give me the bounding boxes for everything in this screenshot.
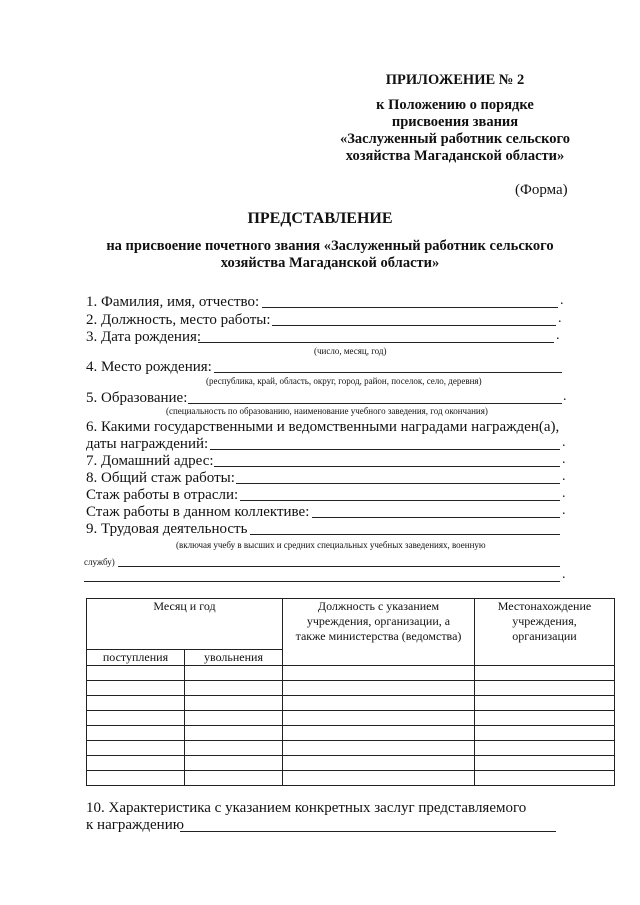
field-position-label: 2. Должность, место работы: — [86, 312, 271, 328]
work-history-hint-2: службу) — [84, 557, 115, 567]
field-characteristic-label: 10. Характеристика с указанием конкретных заслуг представляемого — [86, 800, 527, 816]
field-dot: . — [562, 486, 566, 501]
field-dot: . — [562, 503, 566, 518]
header-line: Должность с указанием — [317, 599, 440, 613]
field-dot: . — [558, 311, 562, 326]
table-cell[interactable] — [185, 771, 283, 786]
table-cell[interactable] — [185, 756, 283, 771]
table-row[interactable] — [87, 711, 615, 726]
field-characteristic-label-2: к награждению — [86, 817, 184, 833]
field-award-dates-line[interactable] — [210, 449, 560, 450]
col-hire-header: поступления — [87, 650, 185, 666]
table-cell[interactable] — [87, 756, 185, 771]
table-cell[interactable] — [475, 696, 615, 711]
table-cell[interactable] — [283, 741, 475, 756]
table-cell[interactable] — [475, 741, 615, 756]
header-line: организации — [512, 629, 577, 643]
birth-place-hint: (республика, край, область, округ, город, район, поселок, село, деревня) — [206, 376, 482, 386]
field-characteristic-line[interactable] — [180, 831, 556, 832]
ref-line: к Положению о порядке — [376, 97, 534, 113]
field-full-name-line[interactable] — [262, 307, 558, 308]
header-line: учреждения, — [512, 614, 577, 628]
table-row[interactable] — [87, 666, 615, 681]
birth-date-hint: (число, месяц, год) — [314, 346, 387, 356]
subtitle-line: хозяйства Магаданской области» — [220, 255, 440, 271]
col-dismissal-header: увольнения — [185, 650, 283, 666]
table-cell[interactable] — [87, 711, 185, 726]
field-dot: . — [560, 293, 564, 308]
subtitle-line: на присвоение почетного звания «Заслуженный работник сельского — [106, 238, 554, 254]
field-industry-experience-label: Стаж работы в отрасли: — [86, 487, 239, 503]
field-dot: . — [562, 452, 566, 467]
field-award-dates-label: даты награждений: — [86, 436, 209, 452]
table-cell[interactable] — [87, 666, 185, 681]
field-birth-date-line[interactable] — [198, 342, 554, 343]
field-dot: . — [562, 435, 566, 450]
table-cell[interactable] — [185, 696, 283, 711]
col-location-header — [475, 599, 615, 666]
table-cell[interactable] — [185, 726, 283, 741]
form-label: (Форма) — [515, 182, 568, 198]
field-education-line[interactable] — [188, 403, 562, 404]
appendix-reference — [320, 97, 590, 165]
page-subtitle — [60, 238, 600, 272]
field-team-experience-line[interactable] — [312, 517, 560, 518]
table-cell[interactable] — [283, 666, 475, 681]
field-home-address-label: 7. Домашний адрес: — [86, 453, 214, 469]
field-birth-place-line[interactable] — [214, 372, 562, 373]
work-history-hint: (включая учебу в высших и средних специальных учебных заведениях, военную — [176, 540, 486, 550]
table-cell[interactable] — [475, 771, 615, 786]
field-dot: . — [562, 567, 566, 582]
table-cell[interactable] — [283, 681, 475, 696]
table-row[interactable] — [87, 771, 615, 786]
education-hint: (специальность по образованию, наименование учебного заведения, год окончания) — [166, 406, 488, 416]
table-cell[interactable] — [87, 771, 185, 786]
table-cell[interactable] — [87, 681, 185, 696]
work-history-table — [86, 598, 615, 786]
table-cell[interactable] — [283, 756, 475, 771]
table-cell[interactable] — [283, 771, 475, 786]
work-history-line-2[interactable] — [118, 566, 560, 567]
field-awards-label: 6. Какими государственными и ведомственными наградами награжден(а), — [86, 419, 560, 435]
field-education-label: 5. Образование: — [86, 390, 188, 406]
table-cell[interactable] — [185, 681, 283, 696]
table-cell[interactable] — [87, 726, 185, 741]
field-dot: . — [556, 328, 560, 343]
col-position-header — [283, 599, 475, 666]
table-cell[interactable] — [475, 756, 615, 771]
page-title: ПРЕДСТАВЛЕНИЕ — [247, 210, 393, 227]
field-dot: . — [562, 469, 566, 484]
table-cell[interactable] — [475, 726, 615, 741]
table-row[interactable] — [87, 696, 615, 711]
table-cell[interactable] — [475, 666, 615, 681]
table-row[interactable] — [87, 681, 615, 696]
field-position-line[interactable] — [272, 325, 556, 326]
table-cell[interactable] — [87, 741, 185, 756]
appendix-title: ПРИЛОЖЕНИЕ № 2 — [385, 72, 525, 88]
field-dot: . — [563, 389, 567, 404]
table-cell[interactable] — [185, 666, 283, 681]
field-team-experience-label: Стаж работы в данном коллективе: — [86, 504, 310, 520]
header-line: Местонахождение — [497, 599, 592, 613]
ref-line: присвоения звания — [391, 114, 519, 130]
header-line: учреждения, организации, а — [306, 614, 451, 628]
table-row[interactable] — [87, 726, 615, 741]
field-birth-place-label: 4. Место рождения: — [86, 359, 212, 375]
field-home-address-line[interactable] — [214, 466, 560, 467]
table-cell[interactable] — [283, 726, 475, 741]
table-cell[interactable] — [283, 696, 475, 711]
ref-line: хозяйства Магаданской области» — [345, 148, 565, 164]
table-row[interactable] — [87, 756, 615, 771]
field-full-name-label: 1. Фамилия, имя, отчество: — [86, 294, 260, 310]
table-cell[interactable] — [185, 741, 283, 756]
field-work-history-label: 9. Трудовая деятельность — [86, 521, 248, 537]
table-cell[interactable] — [185, 711, 283, 726]
ref-line: «Заслуженный работник сельского — [340, 131, 570, 147]
table-cell[interactable] — [475, 681, 615, 696]
table-cell[interactable] — [475, 711, 615, 726]
table-cell[interactable] — [87, 696, 185, 711]
header-line: также министерства (ведомства) — [295, 629, 462, 643]
field-total-experience-line[interactable] — [236, 483, 560, 484]
col-month-year-header: Месяц и год — [87, 599, 283, 650]
table-row[interactable] — [87, 741, 615, 756]
table-cell[interactable] — [283, 711, 475, 726]
field-birth-date-label: 3. Дата рождения: — [86, 329, 202, 345]
field-total-experience-label: 8. Общий стаж работы: — [86, 470, 235, 486]
field-work-history-line[interactable] — [250, 534, 560, 535]
work-history-line-3[interactable] — [84, 581, 560, 582]
field-industry-experience-line[interactable] — [240, 500, 560, 501]
